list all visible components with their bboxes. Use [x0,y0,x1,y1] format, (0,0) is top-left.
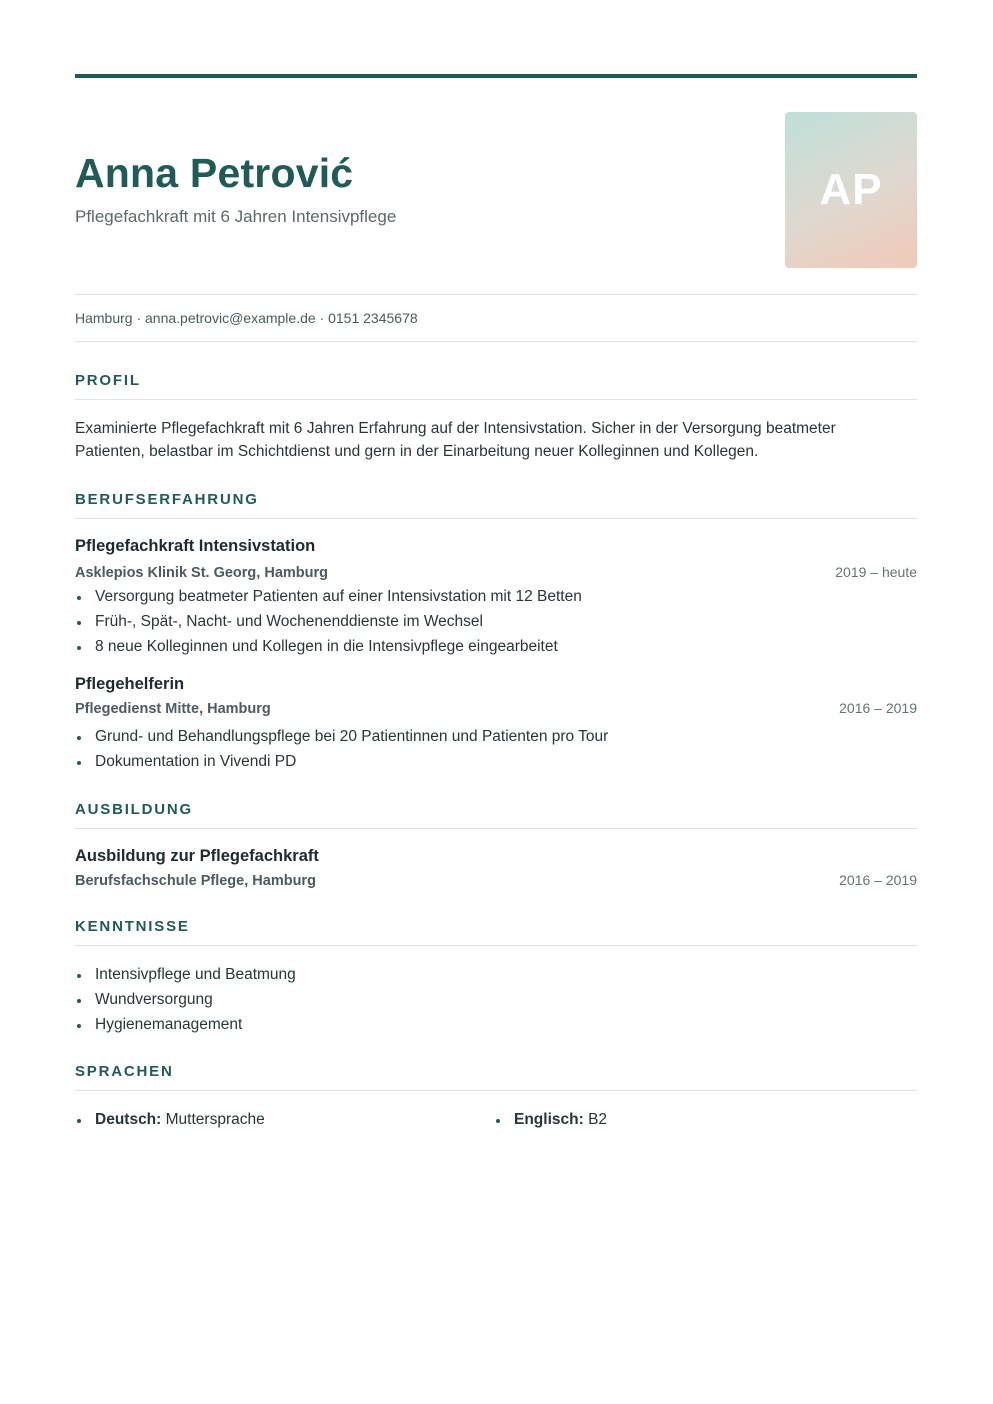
skills-list [75,962,917,1037]
language-name: Deutsch: [95,1111,162,1128]
section-berufserfahrung [75,491,917,774]
job-date: 2016 – 2019 [839,700,917,716]
job-bullets [75,584,917,659]
education-date: 2016 – 2019 [839,872,917,888]
education-entry [75,847,917,889]
cv-header [75,78,917,294]
job-bullets [75,724,917,774]
list-item: Dokumentation in Vivendi PD [75,749,917,774]
language-level: B2 [588,1111,608,1128]
contact-text: Hamburg · anna.petrovic@example.de · 0151 2345678 [75,310,418,326]
candidate-name: Anna Petrović [75,150,354,196]
section-profil [75,372,917,463]
education-school: Berufsfachschule Pflege, Hamburg [75,873,316,889]
language-item [75,1107,494,1132]
section-sprachen [75,1063,917,1132]
section-ausbildung [75,801,917,889]
section-title-berufserfahrung: BERUFSERFAHRUNG [75,491,917,519]
section-title-sprachen: SPRACHEN [75,1063,917,1091]
cv-page [75,74,917,1132]
language-level: Muttersprache [165,1111,265,1128]
avatar-initials: AP [819,165,883,214]
language-item [494,1107,913,1132]
job-entry [75,537,917,659]
education-title: Ausbildung zur Pflegefachkraft [75,847,319,865]
section-title-ausbildung: AUSBILDUNG [75,801,917,829]
languages-row [75,1107,917,1132]
job-title: Pflegefachkraft Intensivstation [75,537,316,555]
job-meta [75,564,917,581]
job-entry [75,675,917,774]
candidate-subtitle: Pflegefachkraft mit 6 Jahren Intensivpflege [75,207,397,226]
list-item: Wundversorgung [75,987,917,1012]
job-title: Pflegehelferin [75,675,185,693]
language-column [494,1107,913,1132]
language-name: Englisch: [514,1111,584,1128]
list-item: Grund- und Behandlungspflege bei 20 Patientinnen und Patienten pro Tour [75,724,917,749]
job-date: 2019 – heute [835,564,917,580]
section-title-profil: PROFIL [75,372,917,400]
job-meta [75,700,917,717]
contact-line [75,294,917,342]
job-employer: Asklepios Klinik St. Georg, Hamburg [75,565,328,581]
section-kenntnisse [75,918,917,1037]
education-meta [75,872,917,889]
job-employer: Pflegedienst Mitte, Hamburg [75,701,271,717]
section-title-kenntnisse: KENNTNISSE [75,918,917,946]
list-item: Früh-, Spät-, Nacht- und Wochenenddienste im Wechsel [75,609,917,634]
list-item: 8 neue Kolleginnen und Kollegen in die Intensivpflege eingearbeitet [75,634,917,659]
profile-text: Examinierte Pflegefachkraft mit 6 Jahren Erfahrung auf der Intensivstation. Sicher in der Versorgung beatmeter Patienten, belastbar im Schichtdienst und gern in der Einarbeitung neuer Kolleginnen und Kollegen. [75,420,836,460]
language-column [75,1107,494,1132]
list-item: Versorgung beatmeter Patienten auf einer Intensivstation mit 12 Betten [75,584,917,609]
list-item: Hygienemanagement [75,1012,917,1037]
list-item: Intensivpflege und Beatmung [75,962,917,987]
avatar-placeholder [785,112,917,268]
